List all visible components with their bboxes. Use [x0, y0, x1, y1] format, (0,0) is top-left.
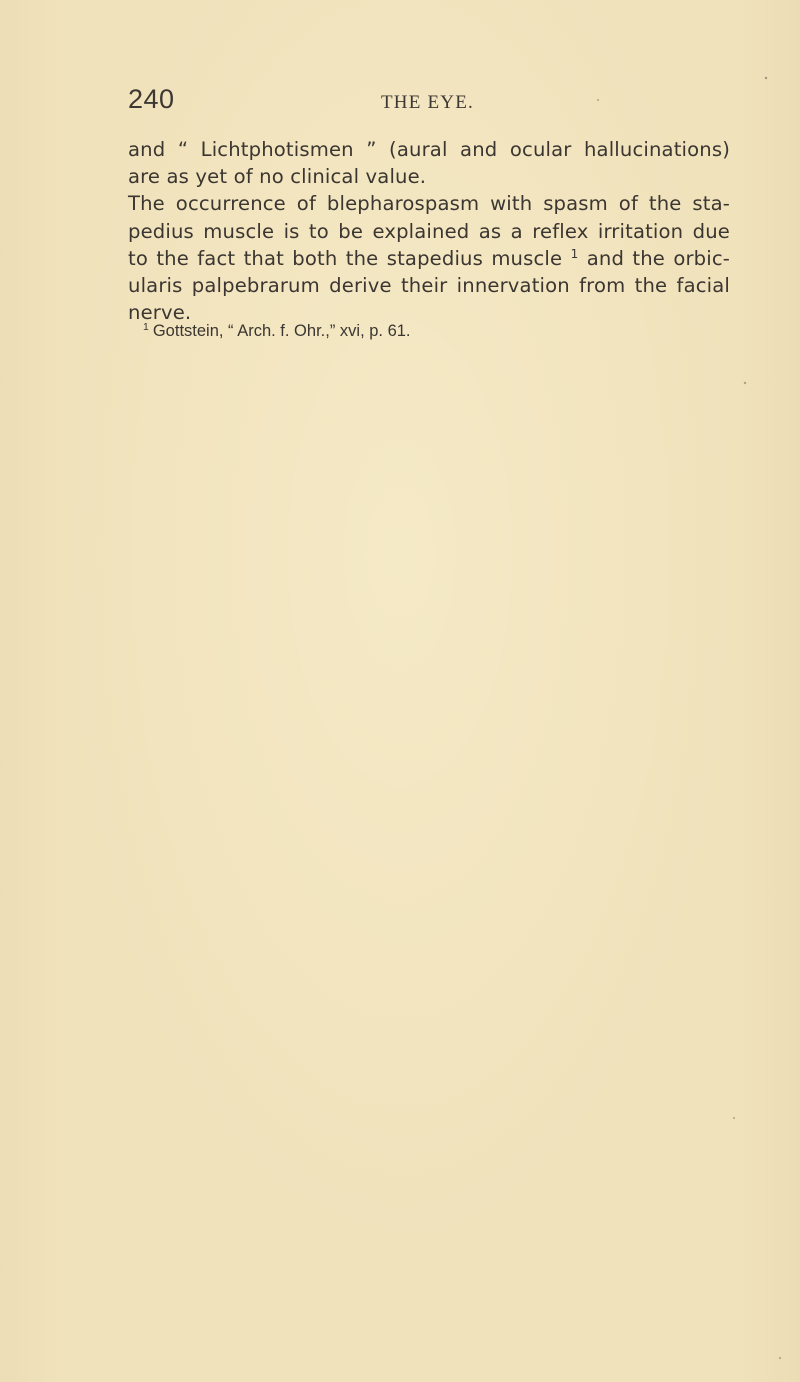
body-text	[128, 136, 730, 326]
body-line-7: nerve.	[128, 301, 192, 325]
running-head	[128, 84, 728, 124]
footnote-text: Gottstein, “ Arch. f. Ohr.,” xvi, p. 61.	[152, 322, 411, 340]
body-line-6: ularis palpebrarum derive their innervation from the facial	[128, 274, 730, 298]
body-line-5	[128, 245, 730, 272]
body-line-5-start: to the fact that both the stapedius muscle	[128, 246, 563, 270]
footnote	[143, 322, 411, 341]
running-title: THE EYE.	[381, 92, 474, 113]
body-line-2: are as yet of no clinical value.	[128, 165, 427, 189]
footnote-reference: 1	[570, 246, 579, 261]
body-line-1: and “ Lichtphotismen ” (aural and ocular hallucinations)	[128, 138, 730, 161]
page-number: 240	[128, 84, 175, 114]
body-line-5-end: and the orbic-	[586, 246, 730, 270]
body-line-4: pedius muscle is to be explained as a reflex irritation due	[128, 219, 730, 243]
footnote-mark: 1	[143, 321, 149, 333]
body-line-3: The occurrence of blepharospasm with spasm of the sta-	[128, 192, 730, 216]
